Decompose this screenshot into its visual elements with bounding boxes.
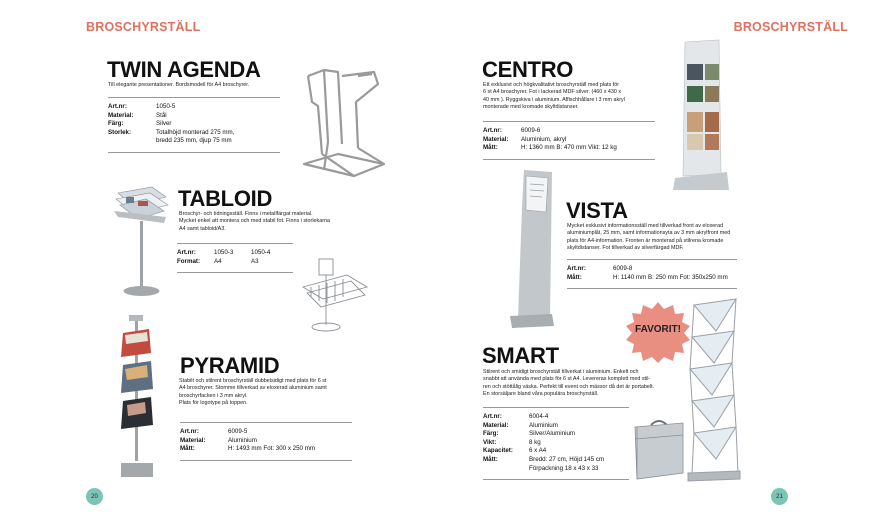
vista-stand-image — [508, 168, 554, 330]
spec-table-twin-agenda: Art.nr: 1050-5 Material: Stål Färg: Silver Storlek: Totalhöjd monterad 275 mm, bredd 235 mm, djup 75 mm — [108, 97, 280, 153]
favorit-badge-label: FAVORIT! — [635, 324, 681, 335]
spec-table-vista: Art.nr: 6009-8 Mått: H: 1140 mm B: 250 mm Fot: 350x250 mm — [567, 259, 737, 289]
product-title-tabloid: TABLOID — [178, 186, 273, 211]
centro-stand-image — [671, 38, 731, 192]
product-title-smart: SMART — [482, 343, 559, 368]
product-desc-tabloid: Broschyr- och tidningsställ. Finns i metallfärgat material. Mycket enkel att montera och med stabil fot. Finns i storlekarna A4 samt tabloid/A3. — [179, 211, 331, 232]
product-title-pyramid: PYRAMID — [180, 353, 280, 378]
product-title-centro: CENTRO — [482, 57, 574, 82]
section-header-left: BROSCHYRSTÄLL — [86, 20, 201, 34]
tabloid-wire-stand-image — [297, 247, 372, 335]
spec-table-tabloid: Art.nr: 1050-3 1050-4 Format: A4 A3 — [177, 243, 293, 273]
spec-table-smart: Art.nr: 6004-4 Material: Aluminium Färg: Silver/Aluminium Vikt: 8 kg Kapacitet: 6 x A4 Mått: Bredd: 27 cm, Höjd 145 cm Förpackning 18 x 43 x 33 — [483, 407, 629, 480]
product-desc-twin-agenda: Till elegante presentationer. Bordsmodell för A4 broschyrer. — [108, 82, 250, 88]
product-desc-vista: Mycket exklusivt informationsställ med tillverkad front av eloxerad aluminiumplåt, 25 mm, samt informationsyta av 3 mm akrylfront med plats för A4-information. Fronten är monterad på stilrena kromade skyltdistanser. Fot tillverkad av silverfärgad MDF. — [567, 223, 731, 252]
product-desc-smart: Stilrent och smidigt broschyrställ tillverkat i aluminium. Enkelt och snabbt att använda med plats för 6 st A4. Levereras komplett med stil- ren och stöttålig väska. Perfekt till event och mässor då det är portabelt. En storsäljare bland våra populära broschyrställ. — [483, 369, 655, 398]
tabloid-stand-image — [112, 183, 172, 300]
spec-table-centro: Art.nr: 6009-6 Material: Aluminium, akryl Mått: H: 1360 mm B: 470 mm Vikt: 12 kg — [483, 121, 655, 160]
spec-table-pyramid: Art.nr: 6009-5 Material: Aluminium Mått: H: 1493 mm Fot: 300 x 250 mm — [180, 422, 352, 461]
smart-carrying-case-image — [633, 417, 685, 481]
pyramid-stand-image — [115, 313, 162, 480]
page-number-right: 21 — [771, 488, 788, 505]
product-desc-pyramid: Stabilt och stilrent broschyrställ dubbelsidigt med plats för 6 st A4 broschyrer. Stomme tillverkad av eloxerad aluminium samt broschyrfacken i 3 mm akryl. Plats för logotype på toppen. — [179, 378, 327, 407]
section-header-right: BROSCHYRSTÄLL — [733, 20, 848, 34]
twin-agenda-stand-image — [298, 62, 390, 180]
smart-zigzag-stand-image — [684, 297, 744, 485]
page-number-left: 20 — [86, 488, 103, 505]
product-title-vista: VISTA — [566, 198, 628, 223]
product-desc-centro: Ett exklusivt och högkvalitativt broschyrställ med plats för 6 st A4 broschyrer. Fot i lackerad MDF silver. (460 x 430 x 40 mm ). Ryggskiva i aluminium. Affischhållare i 3 mm akryl monterade med kromade skyltdistanser. — [483, 82, 625, 111]
product-title-twin-agenda: TWIN AGENDA — [107, 57, 261, 82]
